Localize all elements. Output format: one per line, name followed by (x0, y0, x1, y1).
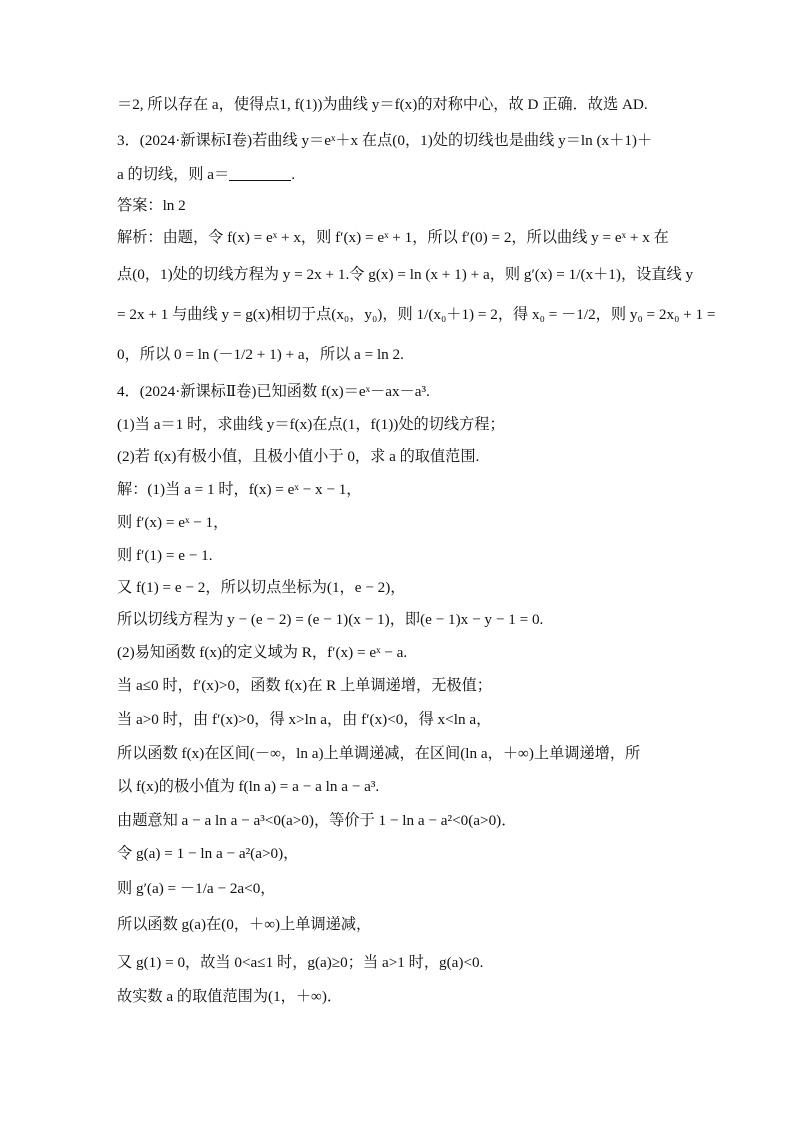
solution-4-line-16: 故实数 a 的取值范围为(1，＋∞)． (117, 988, 343, 1005)
solution-4-line-14: 所以函数 g(a)在(0，＋∞)上单调递减， (117, 916, 372, 933)
solution-4-line-15: 又 g(1) = 0，故当 0<a≤1 时，g(a)≥0；当 a>1 时，g(a)<0. (117, 954, 484, 971)
solution-4-line-1: 解：(1)当 a = 1 时，f(x) = eˣ − x − 1， (117, 481, 362, 498)
solution-line-3: = 2x + 1 与曲线 y = g(x)相切于点(x₀，y₀)，则 1/(x₀＋1) = 2，得 x₀ = －1/2，则 y₀ = 2x₀ + 1 = (117, 306, 716, 323)
solution-4-line-3: 则 f′(1) = e − 1. (117, 547, 213, 564)
solution-4-line-10: 以 f(x)的极小值为 f(ln a) = a − a ln a − a³. (117, 778, 380, 795)
solution-4-line-11: 由题意知 a − a ln a − a³<0(a>0)，等价于 1 − ln a − a²<0(a>0)． (117, 812, 517, 829)
solution-4-line-6: (2)易知函数 f(x)的定义域为 R，f′(x) = eˣ − a. (117, 644, 408, 661)
solution-4-line-9: 所以函数 f(x)在区间(－∞，ln a)上单调递减，在区间(ln a，＋∞)上单调递增，所 (117, 745, 641, 762)
solution-line-1: 解析：由题，令 f(x) = eˣ + x，则 f′(x) = eˣ + 1，所以 f′(0) = 2，所以曲线 y = eˣ + x 在 (117, 229, 669, 246)
solution-line-2: 点(0，1)处的切线方程为 y = 2x + 1.令 g(x) = ln (x + 1) + a，则 g′(x) = 1/(x＋1)，设直线 y (117, 266, 694, 283)
problem-3-text: a 的切线，则 a＝ (117, 166, 230, 183)
solution-4-line-2: 则 f′(x) = eˣ − 1， (117, 514, 229, 531)
answer-blank (229, 166, 291, 181)
solution-4-line-4: 又 f(1) = e − 2，所以切点坐标为(1，e − 2)， (117, 579, 406, 596)
solution-4-line-7: 当 a≤0 时，f′(x)>0，函数 f(x)在 R 上单调递增，无极值； (117, 677, 492, 694)
solution-4-line-5: 所以切线方程为 y − (e − 2) = (e − 1)(x − 1)，即(e − 1)x − y − 1 = 0. (117, 611, 544, 628)
solution-4-line-8: 当 a>0 时，由 f′(x)>0，得 x>ln a，由 f′(x)<0，得 x<ln a， (117, 711, 492, 728)
problem-4-stem: 4．(2024·新课标Ⅱ卷)已知函数 f(x)＝eˣ－ax－a³. (117, 383, 430, 400)
problem-4-part-1: (1)当 a＝1 时，求曲线 y＝f(x)在点(1，f(1))处的切线方程； (117, 416, 505, 433)
problem-4-part-2: (2)若 f(x)有极小值，且极小值小于 0，求 a 的取值范围. (117, 448, 480, 465)
answer-line: 答案：ln 2 (117, 197, 186, 214)
solution-line-4: 0，所以 0 = ln (－1/2 + 1) + a，所以 a = ln 2. (117, 346, 404, 363)
text-line-1: ＝2, 所以存在 a，使得点1, f(1))为曲线 y＝f(x)的对称中心，故 D 正确．故选 AD. (117, 96, 648, 113)
problem-3-line-1: 3．(2024·新课标Ⅰ卷)若曲线 y＝eˣ＋x 在点(0，1)处的切线也是曲线 y＝ln (x＋1)＋ (117, 132, 653, 149)
blank-suffix: . (291, 166, 295, 183)
problem-3-line-2 (117, 165, 677, 185)
solution-4-line-12: 令 g(a) = 1 − ln a − a²(a>0)， (117, 845, 299, 862)
solution-4-line-13: 则 g′(a) = －1/a − 2a<0， (117, 880, 276, 897)
